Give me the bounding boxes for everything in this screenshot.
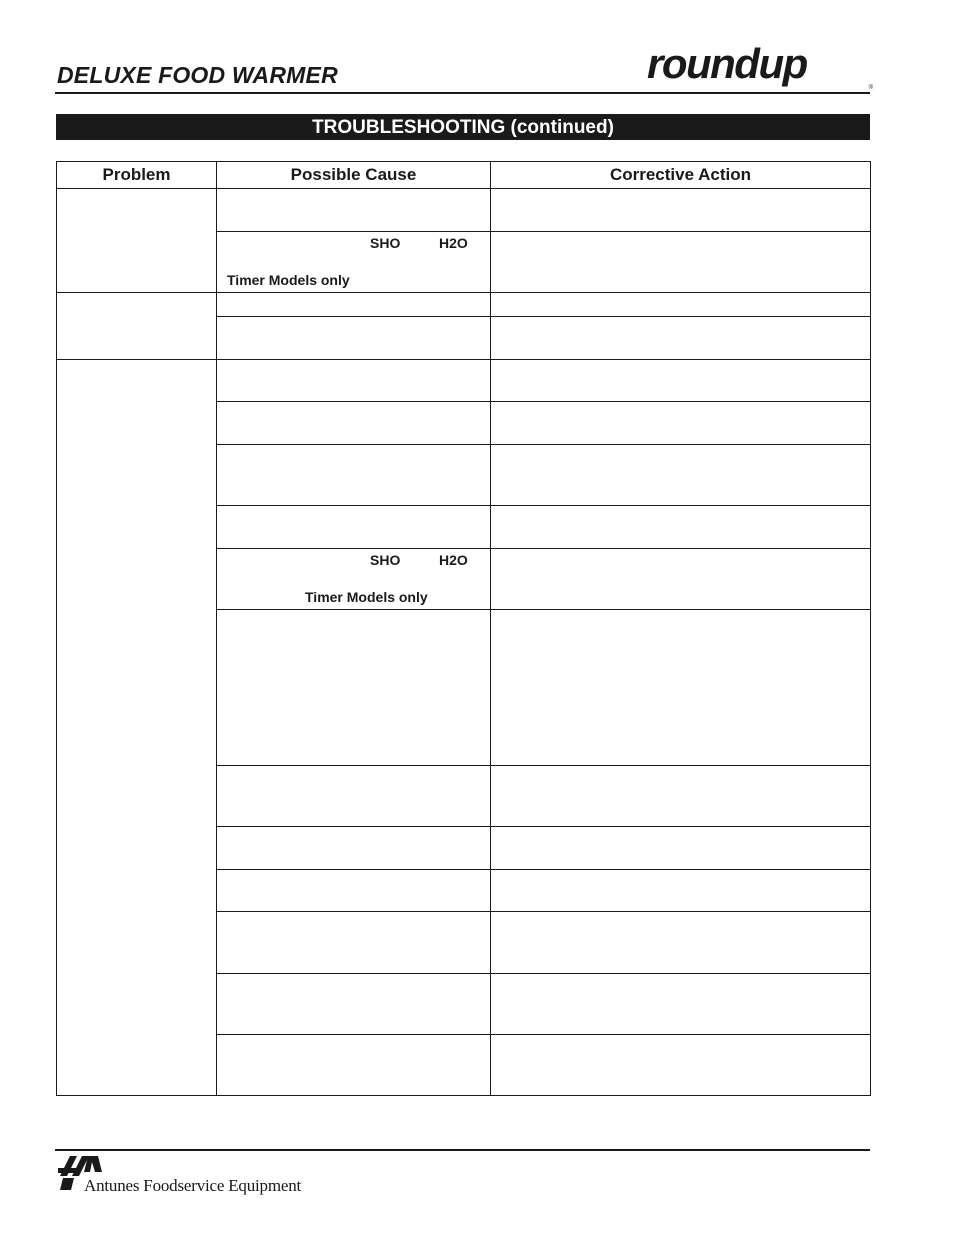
cause-cell: [217, 189, 491, 232]
svg-text:roundup: roundup: [647, 44, 807, 87]
action-cell: [491, 549, 871, 610]
troubleshooting-table: [56, 161, 871, 1096]
company-name: Antunes Foodservice Equipment: [84, 1176, 302, 1195]
cause-cell: [217, 549, 491, 610]
cause-cell: [217, 766, 491, 827]
sho-label: SHO: [370, 235, 401, 251]
action-cell: [491, 506, 871, 549]
timer-models-label: Timer Models only: [305, 589, 428, 605]
table-row: [57, 360, 871, 402]
column-header-corrective-action: Corrective Action: [491, 162, 871, 189]
timer-models-label: Timer Models only: [227, 272, 350, 288]
problem-cell: [57, 189, 217, 293]
cause-cell: [217, 974, 491, 1035]
problem-cell: [57, 360, 217, 1096]
cause-cell: [217, 232, 491, 293]
action-cell: [491, 766, 871, 827]
cause-cell: [217, 445, 491, 506]
section-title: TROUBLESHOOTING (continued): [56, 114, 870, 140]
action-cell: [491, 870, 871, 912]
registered-mark: ®: [868, 85, 873, 91]
table-row: [57, 293, 871, 317]
action-cell: [491, 317, 871, 360]
footer-rule: [55, 1149, 870, 1151]
cause-cell: [217, 293, 491, 317]
action-cell: [491, 912, 871, 974]
page-title: DELUXE FOOD WARMER: [57, 62, 338, 88]
cause-cell: [217, 506, 491, 549]
h2o-label: H2O: [439, 552, 468, 568]
roundup-logo-icon: [643, 44, 873, 94]
table-header-row: [57, 162, 871, 189]
cause-cell: [217, 870, 491, 912]
cause-cell: [217, 360, 491, 402]
action-cell: [491, 974, 871, 1035]
cause-cell: [217, 827, 491, 870]
action-cell: [491, 1035, 871, 1096]
sho-label: SHO: [370, 552, 401, 568]
problem-cell: [57, 293, 217, 360]
action-cell: [491, 610, 871, 766]
roundup-logo: [643, 44, 873, 94]
action-cell: [491, 827, 871, 870]
cause-cell: [217, 402, 491, 445]
action-cell: [491, 402, 871, 445]
action-cell: [491, 445, 871, 506]
header-rule: [55, 92, 870, 94]
table-row: [57, 189, 871, 232]
cause-cell: [217, 610, 491, 766]
cause-cell: [217, 912, 491, 974]
column-header-problem: Problem: [57, 162, 217, 189]
column-header-possible-cause: Possible Cause: [217, 162, 491, 189]
cause-cell: [217, 1035, 491, 1096]
action-cell: [491, 293, 871, 317]
action-cell: [491, 232, 871, 293]
h2o-label: H2O: [439, 235, 468, 251]
cause-cell: [217, 317, 491, 360]
action-cell: [491, 360, 871, 402]
action-cell: [491, 189, 871, 232]
